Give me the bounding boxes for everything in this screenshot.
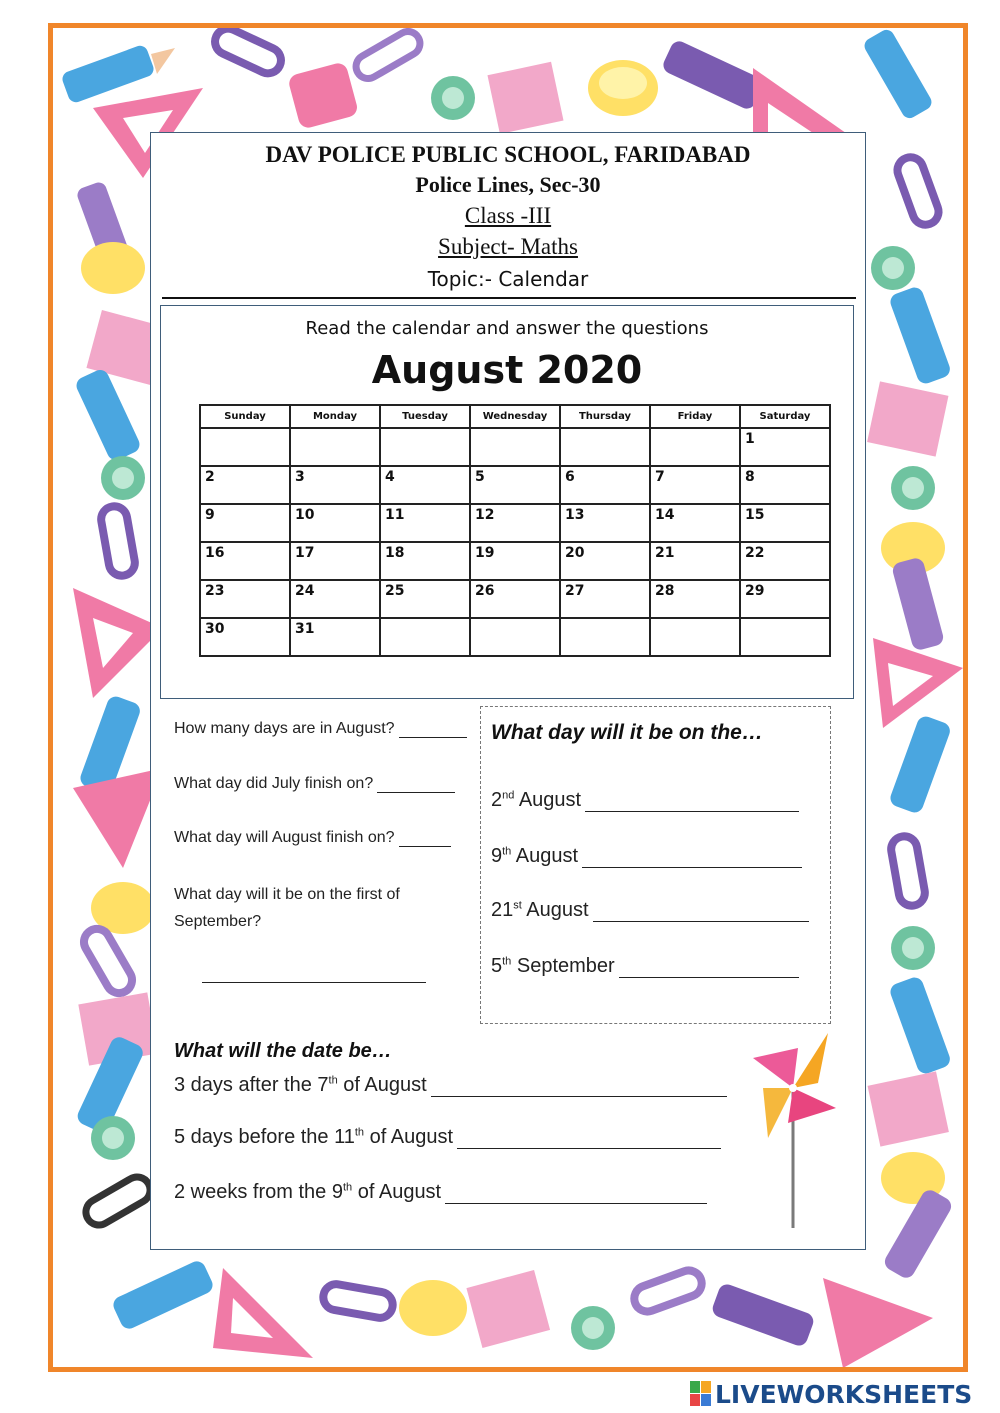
- answer-blank[interactable]: [585, 795, 799, 812]
- day-cell: 27: [560, 580, 650, 618]
- date-question-item: [174, 1074, 727, 1097]
- paper-clip-icon: [352, 28, 425, 83]
- pinwheel-icon: [748, 1028, 838, 1233]
- eraser-icon: [588, 60, 658, 116]
- day-cell: 4: [380, 466, 470, 504]
- pushpin-icon: [871, 246, 915, 290]
- question-text: of August: [357, 1181, 442, 1203]
- day-cell: 12: [470, 504, 560, 542]
- day-cell: 15: [740, 504, 830, 542]
- week-row: [200, 428, 830, 466]
- paper-clip-icon: [631, 1267, 706, 1315]
- sharpener-icon: [287, 61, 359, 130]
- paper-clip-icon: [321, 1282, 394, 1320]
- answer-blank[interactable]: [377, 776, 455, 793]
- calendar-panel: [160, 305, 854, 699]
- day-cell: 6: [560, 466, 650, 504]
- eraser-icon: [399, 1280, 467, 1336]
- ordinal-suffix: th: [502, 955, 512, 968]
- day-cell: 17: [290, 542, 380, 580]
- date-questions-title: What will the date be…: [174, 1040, 392, 1062]
- question-text-line1: What day will it be on the first of: [174, 886, 400, 903]
- ordinal-suffix: nd: [502, 789, 515, 802]
- month-label: August: [518, 789, 582, 811]
- question-first-september: [174, 881, 400, 935]
- liveworksheets-brand: [690, 1378, 972, 1410]
- school-address: Police Lines, Sec-30: [415, 172, 601, 197]
- day-questions-title: What day will it be on the…: [491, 721, 763, 744]
- day-question-item: [491, 899, 809, 922]
- date-question-item: [174, 1126, 721, 1149]
- day-cell: 23: [200, 580, 290, 618]
- ordinal-number: 5: [491, 955, 503, 977]
- pencil-icon: [862, 28, 935, 121]
- answer-blank[interactable]: [202, 965, 426, 983]
- day-cell: [650, 428, 740, 466]
- pencil-icon: [74, 367, 143, 463]
- answer-blank[interactable]: [399, 830, 451, 847]
- pencil-icon: [60, 44, 175, 105]
- weekday-monday: Monday: [290, 405, 380, 428]
- question-text: of August: [369, 1126, 454, 1148]
- week-row: [200, 542, 830, 580]
- day-cell: 14: [650, 504, 740, 542]
- ordinal-suffix: th: [354, 1126, 365, 1139]
- class-label: Class -III: [464, 203, 552, 228]
- day-cell: 5: [470, 466, 560, 504]
- paper-clip-icon: [99, 504, 137, 577]
- pencil-icon: [710, 1282, 816, 1348]
- eraser-icon: [81, 242, 145, 294]
- sticky-note-icon: [867, 381, 948, 456]
- question-august-finish: [174, 829, 451, 847]
- answer-blank[interactable]: [619, 961, 799, 978]
- day-cell: [200, 428, 290, 466]
- weekday-tuesday: Tuesday: [380, 405, 470, 428]
- ordinal-number: 21: [491, 899, 514, 921]
- triangle-ruler-icon: [873, 638, 963, 728]
- day-cell: 11: [380, 504, 470, 542]
- ordinal-suffix: th: [502, 845, 512, 858]
- week-row: [200, 466, 830, 504]
- day-question-item: [491, 789, 799, 812]
- week-row: [200, 618, 830, 656]
- ordinal-suffix: st: [513, 899, 522, 912]
- push-pin-icon: [891, 466, 935, 510]
- day-cell: 20: [560, 542, 650, 580]
- week-row: [200, 580, 830, 618]
- ordinal-suffix: th: [328, 1074, 338, 1087]
- triangle-ruler-icon: [213, 1268, 313, 1358]
- pencil-icon: [888, 975, 952, 1076]
- month-label: August: [526, 899, 589, 921]
- calendar-title: August 2020: [371, 348, 643, 392]
- push-pin-icon: [891, 926, 935, 970]
- day-cell: 21: [650, 542, 740, 580]
- weekday-wednesday: Wednesday: [470, 405, 560, 428]
- day-cell: 9: [200, 504, 290, 542]
- day-cell: 26: [470, 580, 560, 618]
- question-days-in-august: [174, 720, 467, 738]
- pencil-icon: [111, 1258, 216, 1331]
- day-cell: [470, 618, 560, 656]
- paper-clip-icon: [894, 154, 942, 229]
- day-question-item: [491, 845, 802, 868]
- weekday-sunday: Sunday: [200, 405, 290, 428]
- question-text: What day did July finish on?: [174, 775, 374, 792]
- subject-label: Subject- Maths: [438, 234, 578, 259]
- ordinal-number: 2: [491, 789, 503, 811]
- day-cell: 10: [290, 504, 380, 542]
- day-cell: 2: [200, 466, 290, 504]
- push-pin-icon: [571, 1306, 615, 1350]
- question-text: How many days are in August?: [174, 720, 395, 737]
- day-cell: 3: [290, 466, 380, 504]
- worksheet-header: [150, 140, 866, 296]
- date-question-item: [174, 1181, 707, 1204]
- day-cell: 31: [290, 618, 380, 656]
- ordinal-suffix: th: [342, 1181, 353, 1194]
- day-question-item: [491, 955, 799, 978]
- day-cell: 18: [380, 542, 470, 580]
- push-pin-icon: [431, 76, 475, 120]
- sticky-note-icon: [466, 1270, 550, 1348]
- pencil-icon: [888, 285, 952, 386]
- day-cell: 7: [650, 466, 740, 504]
- liveworksheets-logo-icon: [690, 1381, 712, 1407]
- day-cell: [560, 618, 650, 656]
- day-cell: [740, 618, 830, 656]
- paper-clip-icon: [79, 924, 137, 998]
- paper-clip-icon: [211, 28, 285, 78]
- day-cell: [290, 428, 380, 466]
- day-cell: [470, 428, 560, 466]
- pencil-icon: [661, 38, 766, 111]
- day-cell: 1: [740, 428, 830, 466]
- school-name: DAV POLICE PUBLIC SCHOOL, FARIDABAD: [265, 142, 751, 167]
- question-text-line2: September?: [174, 913, 262, 930]
- month-label: August: [515, 845, 579, 867]
- weekday-thursday: Thursday: [560, 405, 650, 428]
- question-text: 2 weeks from the 9: [174, 1181, 343, 1203]
- day-cell: 16: [200, 542, 290, 580]
- day-cell: 8: [740, 466, 830, 504]
- question-text: of August: [343, 1074, 427, 1096]
- day-questions-panel: [480, 706, 831, 1024]
- paper-clip-icon: [81, 1172, 155, 1230]
- answer-blank[interactable]: [399, 721, 467, 738]
- answer-blank[interactable]: [582, 851, 802, 868]
- topic-label: Topic:- Calendar: [427, 267, 589, 291]
- pencil-icon: [888, 714, 952, 815]
- day-cell: 29: [740, 580, 830, 618]
- answer-blank[interactable]: [445, 1187, 707, 1204]
- answer-blank[interactable]: [457, 1132, 721, 1149]
- weekday-header-row: [200, 405, 830, 428]
- day-cell: 30: [200, 618, 290, 656]
- paper-clip-icon: [889, 834, 927, 907]
- day-cell: 19: [470, 542, 560, 580]
- day-cell: 28: [650, 580, 740, 618]
- push-pin-icon: [101, 456, 145, 500]
- ordinal-number: 9: [491, 845, 503, 867]
- month-label: September: [516, 955, 615, 977]
- brand-name: LIVEWORKSHEETS: [715, 1379, 973, 1409]
- day-cell: 24: [290, 580, 380, 618]
- question-text: What day will August finish on?: [174, 829, 395, 846]
- day-cell: [650, 618, 740, 656]
- question-text: 5 days before the 11: [174, 1126, 355, 1148]
- question-text: 3 days after the 7: [174, 1074, 329, 1096]
- day-cell: 22: [740, 542, 830, 580]
- question-july-finish: [174, 775, 455, 793]
- sticky-note-icon: [868, 1071, 949, 1146]
- day-cell: [380, 618, 470, 656]
- week-row: [200, 504, 830, 542]
- day-cell: [560, 428, 650, 466]
- weekday-saturday: Saturday: [740, 405, 830, 428]
- day-cell: 13: [560, 504, 650, 542]
- calendar-table: [199, 404, 831, 657]
- answer-blank[interactable]: [593, 905, 809, 922]
- triangle-ruler-icon: [823, 1278, 933, 1368]
- header-divider: [162, 297, 856, 299]
- sticky-note-icon: [487, 62, 563, 134]
- push-pin-icon: [91, 1116, 135, 1160]
- day-cell: 25: [380, 580, 470, 618]
- answer-blank[interactable]: [431, 1080, 727, 1097]
- pencil-icon: [891, 556, 945, 651]
- calendar-instruction: Read the calendar and answer the questions: [305, 318, 709, 339]
- weekday-friday: Friday: [650, 405, 740, 428]
- day-cell: [380, 428, 470, 466]
